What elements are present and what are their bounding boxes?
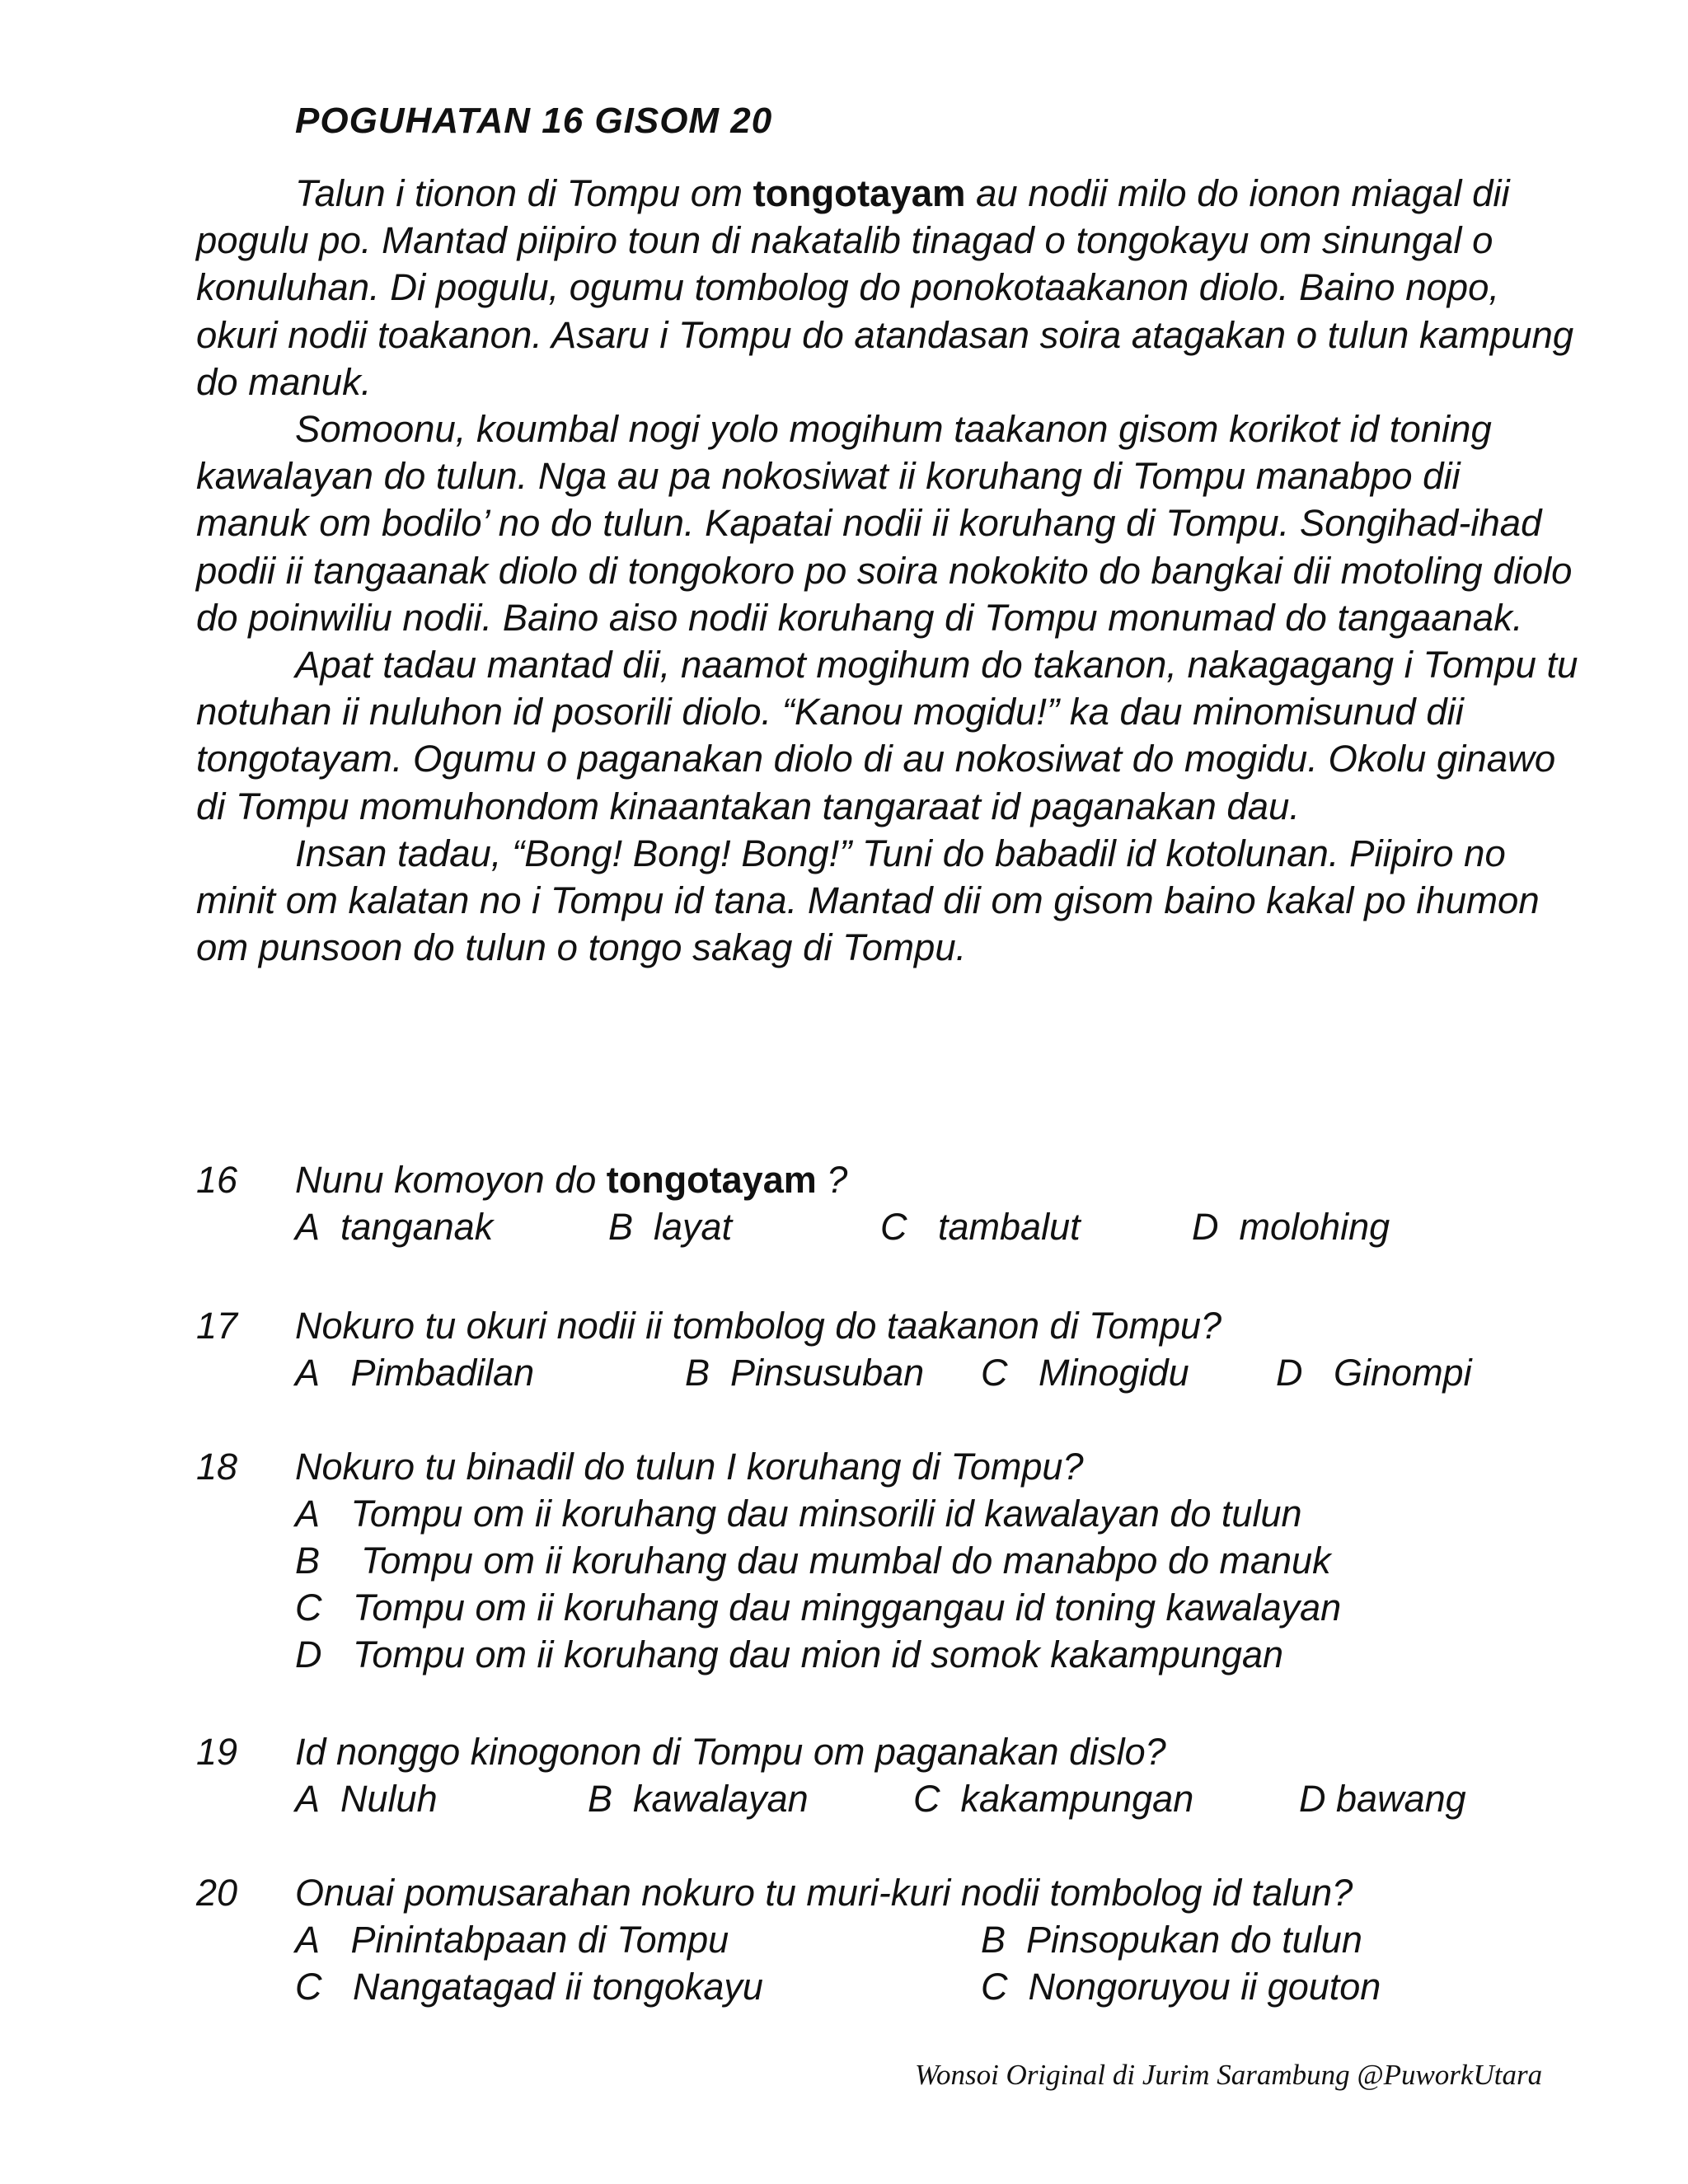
option-letter: A: [295, 1206, 321, 1248]
option-letter: D: [1299, 1778, 1326, 1820]
question-text: Onuai pomusarahan nokuro tu muri-kuri nodii tombolog id talun?: [295, 1872, 1353, 1914]
option-letter: A: [295, 1778, 321, 1820]
passage-paragraph-3: Apat tadau mantad dii, naamot mogihum do takanon, nakagagang i Tompu tu notuhan ii nuluhon id posorili diolo. “Kanou mogidu!” ka dau minomisunud dii tongotayam. Ogumu o paganakan diolo di au nokosiwat do mogidu. Okolu ginawo di Tompu momuhondom kinaantakan tangaraat id paganakan dau.: [196, 644, 1578, 827]
option-text: kawalayan: [633, 1778, 809, 1820]
passage-text: Talun i tionon di Tompu om: [295, 172, 753, 214]
option-c[interactable]: [295, 1963, 763, 2010]
question-text: Nokuro tu binadil do tulun I koruhang di Tompu?: [295, 1446, 1084, 1488]
option-d[interactable]: [1192, 1203, 1390, 1250]
option-a[interactable]: [295, 1490, 1302, 1537]
option-text: kakampungan: [960, 1778, 1194, 1820]
option-d[interactable]: [1276, 1349, 1472, 1396]
option-b[interactable]: [685, 1349, 924, 1396]
option-c[interactable]: [880, 1203, 1081, 1250]
question-text: [295, 1156, 847, 1203]
option-c[interactable]: [913, 1775, 1193, 1822]
option-letter: B: [588, 1778, 613, 1820]
option-a[interactable]: [295, 1349, 534, 1396]
option-letter: C: [295, 1966, 322, 2008]
question-number: 18: [196, 1446, 238, 1488]
option-text: Pinsopukan do tulun: [1026, 1919, 1362, 1961]
page-title: POGUHATAN 16 GISOM 20: [295, 101, 773, 141]
option-letter: D: [1276, 1352, 1303, 1394]
question-number: 20: [196, 1872, 238, 1914]
option-text: Pimbadilan: [350, 1352, 535, 1394]
option-letter: D: [1192, 1206, 1219, 1248]
footer-credit: Wonsoi Original di Jurim Sarambung @PuworkUtara: [915, 2059, 1543, 2091]
passage-text: au nodii milo do ionon miagal dii pogulu po. Mantad piipiro toun di nakatalib tinagad o tongokayu om sinungal o konuluhan. Di pogulu, ogumu tombolog do ponokotaakanon diolo. Baino nopo, okuri nodii toakanon. Asaru i Tompu do atandasan soira atagakan o tulun kampung do manuk.: [196, 172, 1574, 403]
question-number: 17: [196, 1305, 238, 1347]
option-letter: D: [295, 1633, 322, 1675]
key-word: tongotayam: [606, 1159, 817, 1201]
option-letter: A: [295, 1493, 321, 1535]
option-text: tambalut: [938, 1206, 1081, 1248]
option-text: Tompu om ii koruhang dau minsorili id kawalayan do tulun: [350, 1493, 1302, 1535]
option-letter: C: [913, 1778, 940, 1820]
question-text: Nokuro tu okuri nodii ii tombolog do taakanon di Tompu?: [295, 1305, 1222, 1347]
option-text: tanganak: [340, 1206, 494, 1248]
reading-passage: [196, 170, 1581, 971]
question-text-part: Nunu komoyon do: [295, 1159, 607, 1201]
question-text: Id nonggo kinogonon di Tompu om paganakan dislo?: [295, 1731, 1166, 1773]
question-text-part: ?: [816, 1159, 848, 1201]
option-letter: B: [608, 1206, 634, 1248]
option-b[interactable]: [588, 1775, 809, 1822]
option-letter: B: [295, 1540, 321, 1582]
option-text: Minogidu: [1039, 1352, 1189, 1394]
option-d[interactable]: [1299, 1775, 1466, 1822]
option-b[interactable]: [295, 1537, 1331, 1584]
option-text: molohing: [1239, 1206, 1390, 1248]
passage-paragraph-4: Insan tadau, “Bong! Bong! Bong!” Tuni do babadil id kotolunan. Piipiro no minit om kalatan no i Tompu id tana. Mantad dii om gisom baino kakal po ihumon om punsoon do tulun o tongo sakag di Tompu.: [196, 832, 1540, 969]
option-letter: C: [981, 1966, 1008, 2008]
option-text: bawang: [1336, 1778, 1466, 1820]
option-text: Tompu om ii koruhang dau mumbal do manabpo do manuk: [361, 1540, 1331, 1582]
option-b[interactable]: [608, 1203, 732, 1250]
option-letter: C: [295, 1586, 322, 1629]
option-letter: B: [981, 1919, 1006, 1961]
option-letter: C: [880, 1206, 907, 1248]
option-text: Pinintabpaan di Tompu: [350, 1919, 729, 1961]
option-text: Tompu om ii koruhang dau minggangau id toning kawalayan: [353, 1586, 1342, 1629]
option-letter: B: [685, 1352, 710, 1394]
key-word: tongotayam: [753, 172, 966, 214]
option-text: Nongoruyou ii gouton: [1028, 1966, 1381, 2008]
option-a[interactable]: [295, 1203, 493, 1250]
passage-paragraph-1: [196, 170, 1581, 405]
option-text: Tompu om ii koruhang dau mion id somok kakampungan: [353, 1633, 1283, 1675]
passage-paragraph-2: Somoonu, koumbal nogi yolo mogihum taakanon gisom korikot id toning kawalayan do tulun. Nga au pa nokosiwat ii koruhang di Tompu manabpo dii manuk om bodilo’ no do tulun. Kapatai nodii ii koruhang di Tompu. Songihad-ihad podii ii tangaanak diolo di tongokoro po soira nokokito do bangkai dii motoling diolo do poinwiliu nodii. Baino aiso nodii koruhang di Tompu monumad do tangaanak.: [196, 408, 1573, 639]
option-text: Nangatagad ii tongokayu: [353, 1966, 763, 2008]
question-number: 16: [196, 1159, 238, 1201]
option-a[interactable]: [295, 1775, 438, 1822]
option-c[interactable]: [981, 1349, 1189, 1396]
option-d[interactable]: [295, 1631, 1283, 1678]
option-b[interactable]: [981, 1916, 1362, 1963]
option-text: Nuluh: [340, 1778, 438, 1820]
option-letter: A: [295, 1919, 321, 1961]
option-text: Ginompi: [1334, 1352, 1472, 1394]
option-letter: C: [981, 1352, 1008, 1394]
option-d[interactable]: [981, 1963, 1381, 2010]
option-letter: A: [295, 1352, 321, 1394]
question-number: 19: [196, 1731, 238, 1773]
option-c[interactable]: [295, 1584, 1341, 1631]
option-a[interactable]: [295, 1916, 729, 1963]
option-text: Pinsusuban: [730, 1352, 925, 1394]
option-text: layat: [654, 1206, 733, 1248]
